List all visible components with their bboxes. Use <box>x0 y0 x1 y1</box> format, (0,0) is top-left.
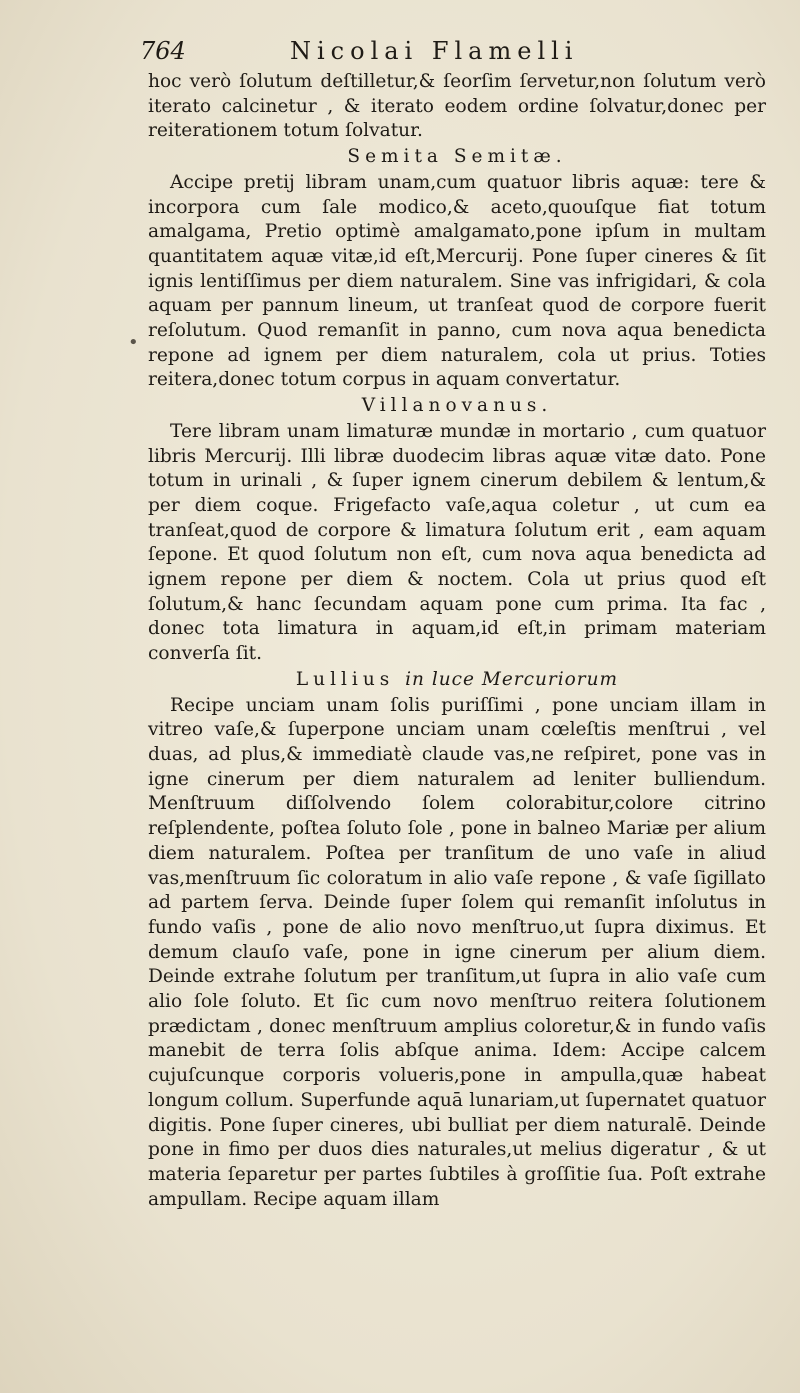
body-text <box>148 70 766 1212</box>
heading-text: Semita Semitæ. <box>347 146 567 168</box>
heading-subtitle: in luce Mercuriorum <box>405 668 619 690</box>
section-heading-semita <box>148 145 766 170</box>
paragraph-semita: Accipe pretij libram unam,cum quatuor libris aquæ: tere & incorpora cum ſale modico,& aceto,quouſque fiat totum amalgama, Pretio optimè amalgamato,pone ipſum in multam quantitatem aquæ vitæ,id eſt,Mercurij. Pone ſuper cineres & ſit ignis lentiſſimus per diem naturalem. Sine vas infrigidari, & cola aquam per pannum lineum, ut tranſeat quod de corpore fuerit reſolutum. Quod remanſit in panno, cum nova aqua benedicta repone ad ignem per diem naturalem, cola ut prius. Toties reitera,donec totum corpus in aquam convertatur. <box>148 171 766 391</box>
page-number: 764 <box>140 37 186 65</box>
paragraph-continuation: hoc verò ſolutum deſtilletur,& ſeorſim ſervetur,non ſolutum verò iterato calcinetur , & iterato eodem ordine ſolvatur,donec per reiterationem totum ſolvatur. <box>148 71 766 142</box>
running-head <box>140 36 760 66</box>
heading-text: Lullius <box>295 668 395 690</box>
section-heading-villanovanus <box>148 394 766 419</box>
section-heading-lullius <box>148 668 766 693</box>
paragraph-villanovanus: Tere libram unam limaturæ mundæ in mortario , cum quatuor libris Mercurij. Illi libræ duodecim libras aquæ vitæ dato. Pone totum in urinali , & ſuper ignem cinerum debilem & lentum,& per diem coque. Frigefacto vaſe,aqua coletur , ut cum ea tranſeat,quod de corpore & limatura ſolutum erit , eam aquam ſepone. Et quod ſolutum non eſt, cum nova aqua benedicta ad ignem repone per diem & noctem. Cola ut prius quod eſt ſolutum,& hanc ſecundam aquam pone cum prima. Ita fac , donec tota limatura in aquam,id eſt,in primam materiam converſa ſit. <box>148 420 766 665</box>
margin-bullet-icon: • <box>128 332 139 353</box>
paragraph-lullius: Recipe unciam unam ſolis puriſſimi , pone unciam illam in vitreo vaſe,& ſuperpone unciam unam cœleſtis menſtrui , vel duas, ad plus,& immediatè claude vas,ne reſpiret, pone vas in igne cinerum per diem naturalem ad leniter bulliendum. Menſtruum diſſolvendo ſolem colorabitur,colore citrino reſplendente, poſtea ſoluto ſole , pone in balneo Mariæ per alium diem naturalem. Poſtea per tranſitum de uno vaſe in aliud vas,menſtruum ſic coloratum in alio vaſe repone , & vaſe ſigillato ad partem ſerva. Deinde ſuper ſolem qui remanſit inſolutus in fundo vaſis , pone de alio novo menſtruo,ut ſupra diximus. Et demum clauſo vaſe, pone in igne cinerum per alium diem. Deinde extrahe ſolutum per tranſitum,ut ſupra in alio vaſe cum alio ſole ſoluto. Et ſic cum novo menſtruo reitera ſolutionem prædictam , donec menſtruum amplius coloretur,& in fundo vaſis manebit de terra ſolis abſque anima. Idem: Accipe calcem cujuſcunque corporis volueris,pone in ampulla,quæ habeat longum collum. Superfunde aquā lunariam,ut ſupernatet quatuor digitis. Pone ſuper cineres, ubi bulliat per diem naturalē. Deinde pone in fimo per duos dies naturales,ut melius digeratur , & ut materia ſeparetur per partes ſubtiles à groſſitie ſua. Poſt extrahe ampullam. Recipe aquam illam <box>148 694 766 1210</box>
heading-text: Villanovanus. <box>361 395 553 417</box>
running-title: Nicolai Flamelli <box>290 37 579 65</box>
